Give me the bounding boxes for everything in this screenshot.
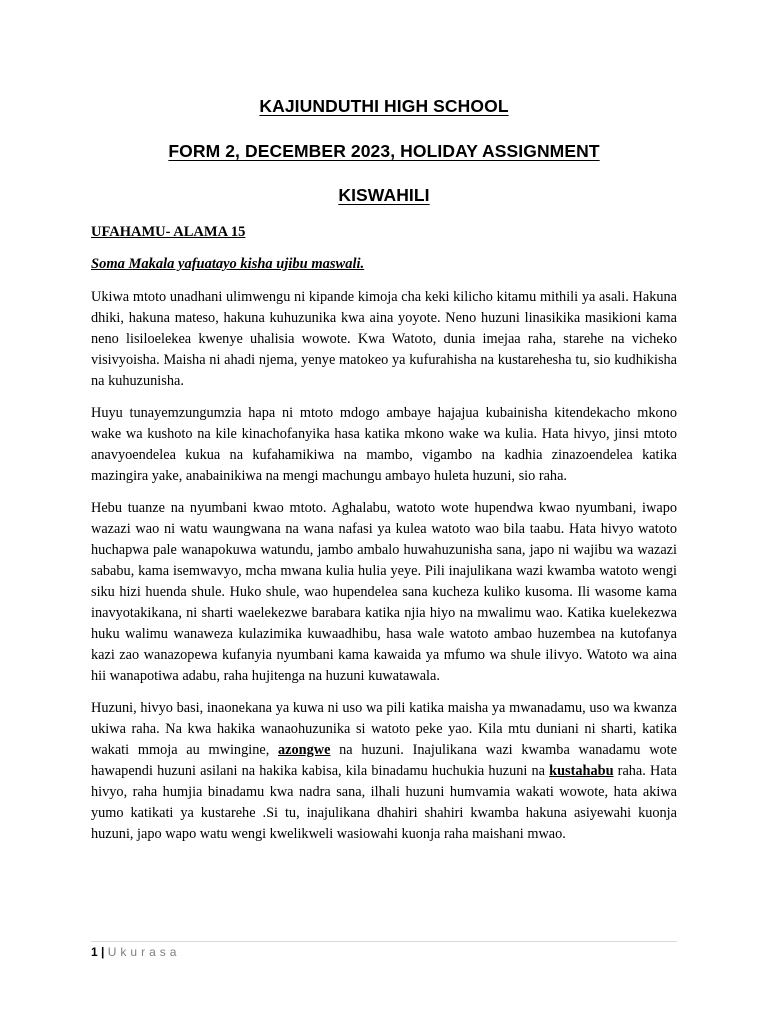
vocab-word-kustahabu: kustahabu	[549, 763, 614, 779]
school-name: KAJIUNDUTHI HIGH SCHOOL	[259, 96, 509, 116]
passage-paragraph-1: Ukiwa mtoto unadhani ulimwengu ni kipande kimoja cha keki kilicho kitamu mithili ya asali. Hakuna dhiki, hakuna mateso, hakuna kuhuzunika kwa aina yoyote. Neno huzuni linasikika masikioni kama neno lisiloelekea kwenye uhalisia wowote. Kwa Watoto, dunia imejaa raha, starehe na vicheko visivyoisha. Maisha ni ahadi njema, yenye matokeo ya kufurahisha na kustarehesha tu, sio kudhikisha na kuhuzunisha.	[91, 289, 677, 389]
section-title: UFAHAMU- ALAMA 15	[91, 224, 246, 240]
exam-title: FORM 2, DECEMBER 2023, HOLIDAY ASSIGNMENT	[168, 141, 600, 161]
passage-paragraph-3: Hebu tuanze na nyumbani kwao mtoto. Aghalabu, watoto wote hupendwa kwao nyumbani, iwapo wazazi wao ni watu waungwana na wana nafasi ya kulea watoto wao bila taabu. Hata hivyo watoto huchapwa pale wanapokuwa watundu, jambo ambalo huwahuzunisha sana, japo ni wajibu wa wazazi sababu, kama isemwavyo, mcha mwana kulia hulia yeye. Pili inajulikana wazi kwamba watoto wengi siku hizi huenda shule. Huko shule, wao hupendelea sana kucheza kuliko kusoma. Ili wasome kama inavyotakikana, ni sharti waelekezwe barabara katika njia hiyo na mwalimu wao. Katika kuelekezwa huku walimu wanaweza kulazimika kuwaadhibu, hasa wale watoto ambao huzembea na kutofanya kazi zao wanazopewa kufanyia nyumbani kama kawaida ya mfumo wa shule ilivyo. Watoto wa aina hii wanapotiwa adabu, raha hujitenga na huzuni kuwatawala.	[91, 500, 677, 684]
footer-divider	[91, 941, 677, 942]
passage-paragraph-4	[91, 698, 677, 845]
footer-label: Ukurasa	[107, 945, 181, 959]
paragraph-4-part-a: Huzuni, hivyo basi, inaonekana ya kuwa ni uso wa pili katika maisha ya mwanadamu, uso wa kwanza ukiwa raha. Na kwa hakika wanaohuzunika si watoto peke yao. Kila mtu duniani ni sharti, katika wakati mmoja au mwingine,	[91, 700, 677, 758]
page-number: 1	[91, 945, 98, 959]
section-instruction: Soma Makala yafuatayo kisha ujibu maswali.	[91, 256, 365, 272]
paragraph-4-part-b: na huzuni. Inajulikana wazi kwamba wanadamu wote hawapendi huzuni asilani na hakika kabisa, kila binadamu huchukia huzuni na	[91, 742, 677, 779]
footer-separator: |	[101, 945, 105, 959]
page-footer	[91, 945, 180, 959]
vocab-word-azongwe: azongwe	[278, 742, 331, 758]
passage	[91, 287, 677, 856]
subject-title: KISWAHILI	[338, 185, 430, 205]
paragraph-4-part-c: raha. Hata hivyo, raha humjia binadamu kwa nadra sana, ilhali huzuni humvamia wakati wowote, hata akiwa yumo katikati ya kustarehe .Si tu, inajulikana dhahiri shahiri kwamba hakuna asiyewahi kuonja huzuni, japo wapo watu wengi kwelikweli wasiowahi kuonja raha maishani mwao.	[91, 763, 677, 842]
passage-paragraph-2: Huyu tunayemzungumzia hapa ni mtoto mdogo ambaye hajajua kubainisha kitendekacho mkono wake wa kushoto na kile kinachofanyika hasa katika mkono wake wa kulia. Hata hivyo, jinsi mtoto anavyoendelea kukua na kufahamikiwa na mambo, vigambo na kadhia zinazoendelea katika mazingira yake, anabainikiwa na mengi machungu ambayo huleta huzuni, sio raha.	[91, 405, 677, 484]
